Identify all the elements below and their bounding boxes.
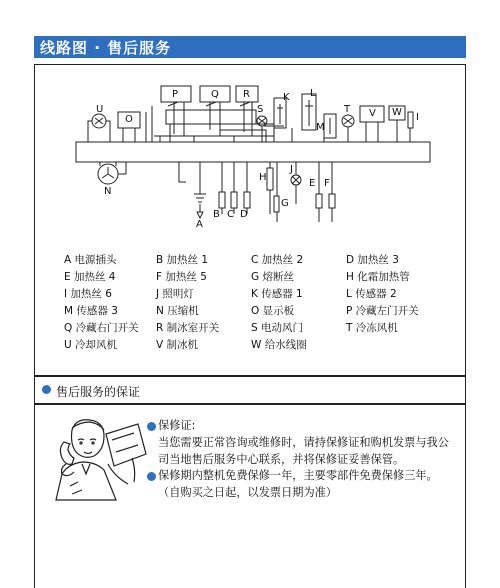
- legend-item: E 加热丝 4: [64, 271, 116, 283]
- label-a: A: [196, 219, 203, 230]
- label-m: M: [316, 122, 325, 133]
- legend-item: Q 冷藏右门开关: [64, 322, 139, 334]
- legend-item: A 电源插头: [64, 254, 117, 266]
- diagram-labels: [34, 64, 466, 254]
- legend-item: H 化霜加热管: [346, 271, 410, 283]
- warranty-heading-bullet-icon: [147, 422, 156, 431]
- label-e: E: [309, 178, 316, 189]
- legend-item: L 传感器 2: [346, 288, 397, 300]
- label-k: K: [283, 92, 290, 103]
- warranty-heading: 保修证:: [158, 419, 196, 432]
- legend-item: N 压缩机: [156, 305, 199, 317]
- label-h: H: [259, 172, 267, 183]
- label-r: R: [243, 89, 250, 100]
- legend-item: G 熔断丝: [251, 271, 294, 283]
- legend-item: C 加热丝 2: [251, 254, 304, 266]
- label-s: S: [257, 104, 264, 115]
- label-v: V: [369, 108, 376, 119]
- label-g: G: [281, 198, 289, 209]
- legend-item: K 传感器 1: [251, 288, 303, 300]
- legend-item: M 传感器 3: [64, 305, 118, 317]
- label-d: D: [240, 209, 248, 220]
- warranty-line-4: （自购买之日起，以发票日期为准）: [158, 486, 338, 499]
- label-t: T: [344, 104, 351, 115]
- legend-item: B 加热丝 1: [156, 254, 209, 266]
- label-o: O: [125, 114, 133, 125]
- legend-item: P 冷藏左门开关: [346, 305, 419, 317]
- legend-item: I 加热丝 6: [64, 288, 112, 300]
- legend-item: S 电动风门: [251, 322, 304, 334]
- legend-item: V 制冰机: [156, 339, 199, 351]
- legend-item: J 照明灯: [156, 288, 194, 300]
- label-j: J: [290, 164, 293, 175]
- legend-item: O 显示板: [251, 305, 295, 317]
- label-l: L: [310, 88, 316, 99]
- label-w: W: [392, 107, 402, 118]
- section-title: 售后服务的保证: [56, 385, 141, 399]
- page-title: 线路图 · 售后服务: [40, 39, 172, 57]
- legend-item: T 冷冻风机: [346, 322, 398, 334]
- legend-item: D 加热丝 3: [346, 254, 399, 266]
- legend-item: U 冷却风机: [64, 339, 118, 351]
- legend-item: W 给水线圈: [251, 339, 307, 351]
- legend-item: F 加热丝 5: [156, 271, 207, 283]
- label-p: P: [172, 89, 179, 100]
- title-bar: [34, 36, 466, 58]
- label-u: U: [96, 104, 104, 115]
- label-b: B: [213, 209, 220, 220]
- label-c: C: [227, 209, 234, 220]
- legend-item: R 制冰室开关: [156, 322, 220, 334]
- section-bullet-icon: [42, 385, 51, 394]
- warranty-line-2: 司当地售后服务中心联系，并将保修证妥善保管。: [158, 453, 405, 466]
- label-q: Q: [211, 89, 219, 100]
- warranty-period-bullet-icon: [147, 472, 156, 481]
- label-f: F: [324, 178, 330, 189]
- warranty-line-3: 保修期内整机免费保修一年，主要零部件免费保修三年。: [158, 469, 438, 482]
- service-technician-icon: [42, 412, 148, 508]
- warranty-line-1: 当您需要正常咨询或维修时，请持保修证和购机发票与我公: [158, 436, 449, 449]
- label-n: N: [104, 186, 112, 197]
- label-i: I: [416, 112, 419, 123]
